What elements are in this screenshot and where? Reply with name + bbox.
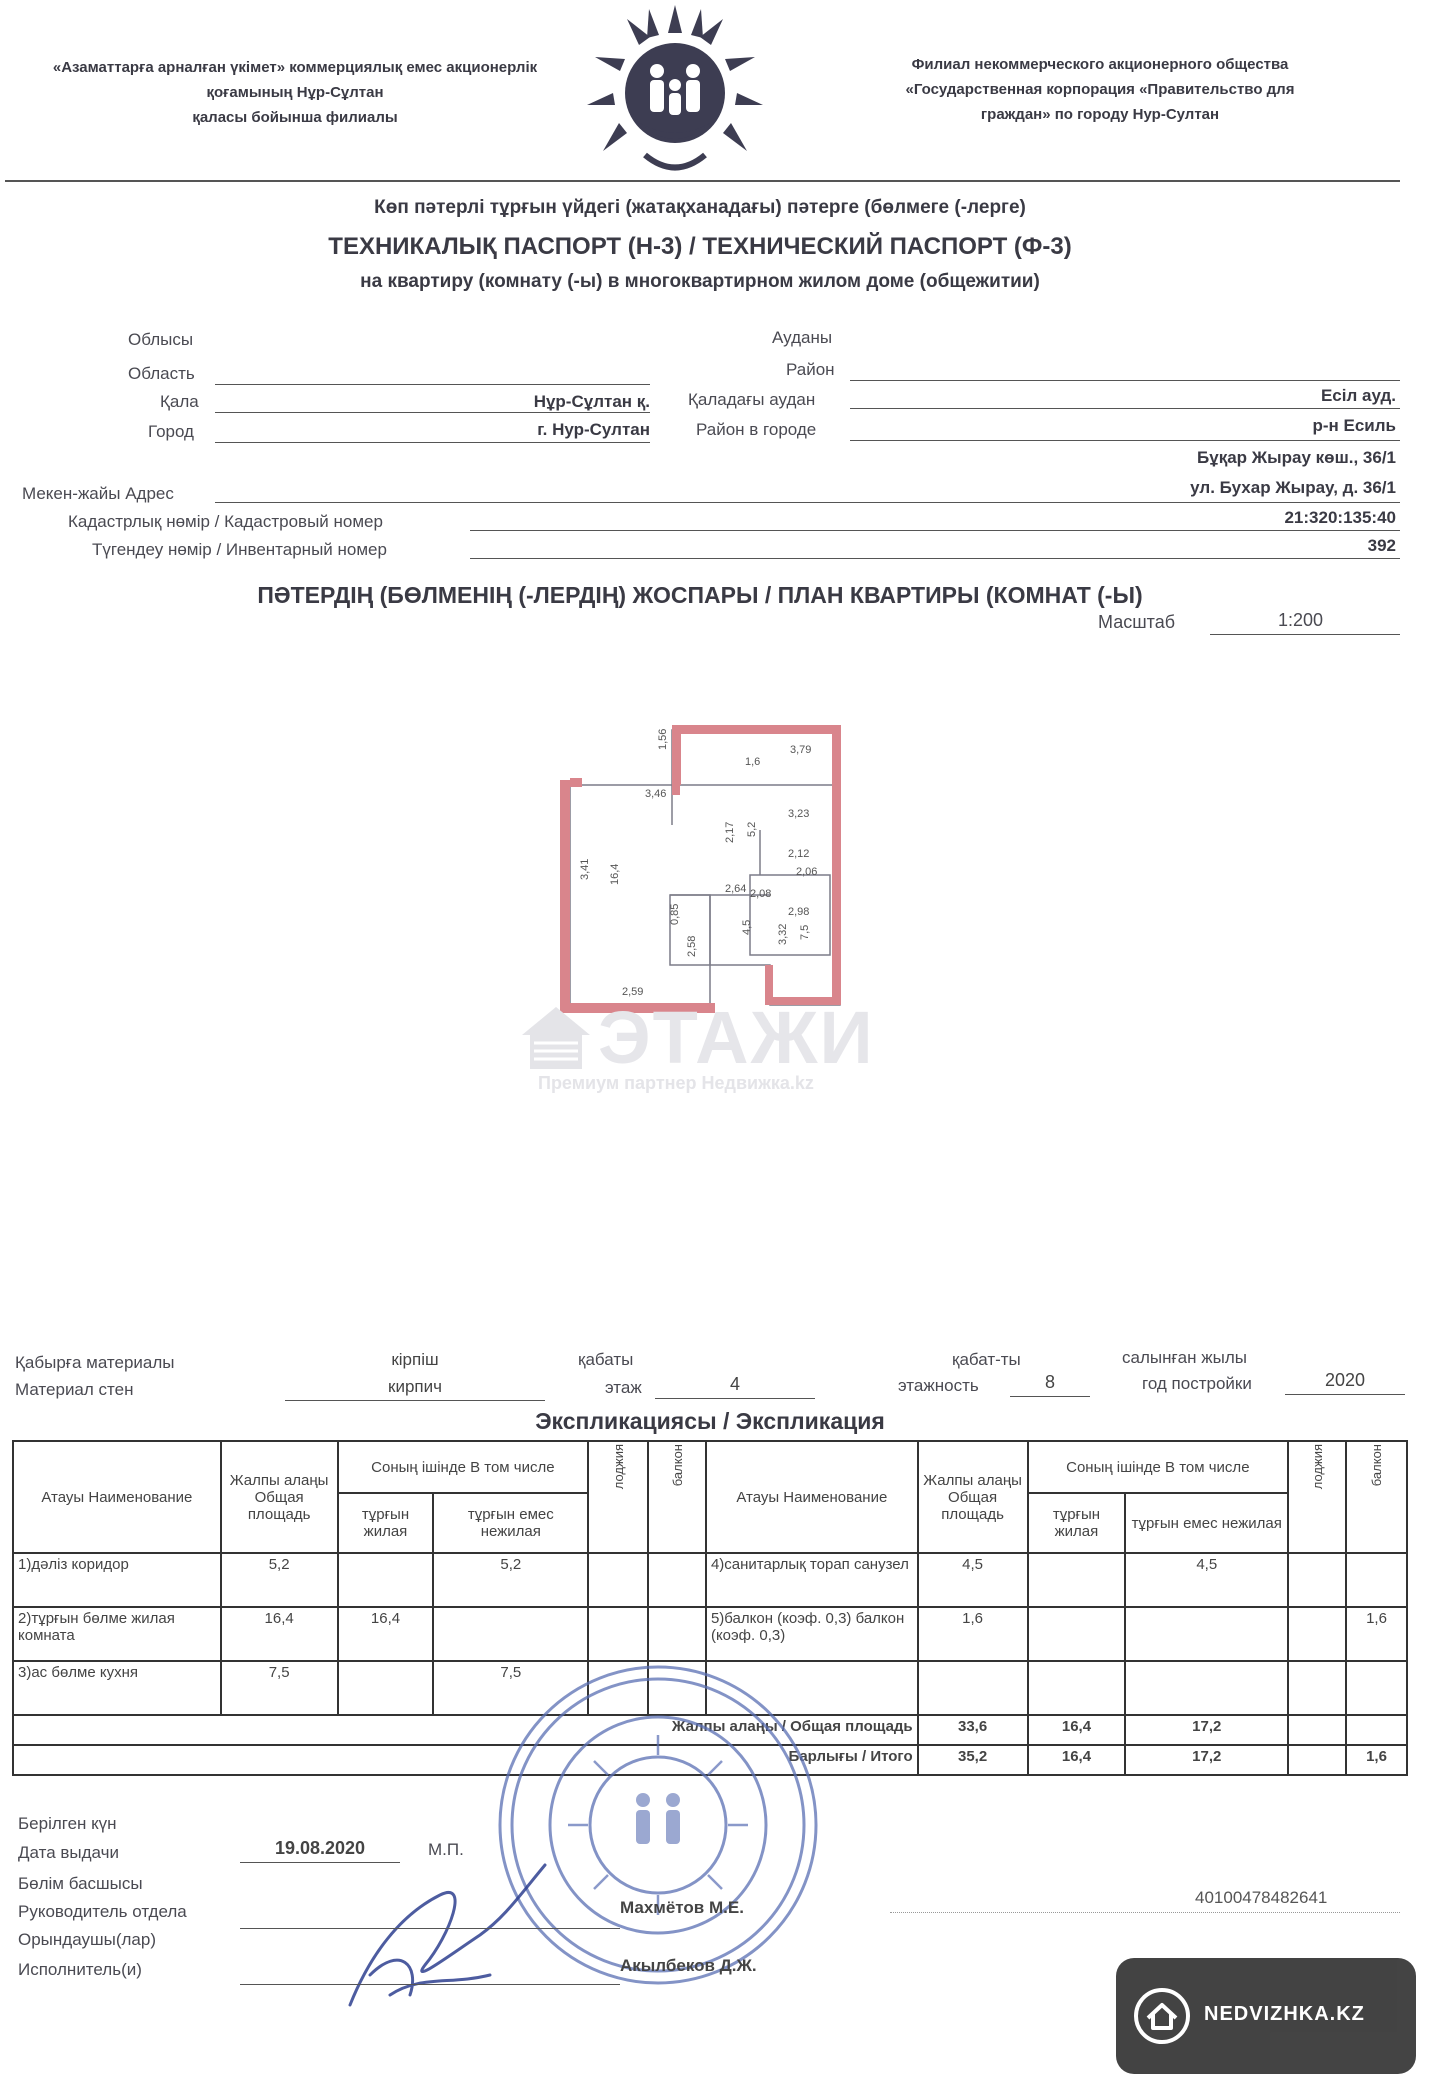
storeys-value: 8 — [1044, 1372, 1055, 1392]
raion-label: Район — [786, 360, 835, 379]
col-total-header: Жалпы алаңы Общая площадь — [221, 1441, 338, 1553]
oblast-label: Область — [128, 364, 195, 383]
sum2-loggia — [1288, 1745, 1346, 1775]
inventory-value: 392 — [1367, 536, 1396, 555]
plan-dimension-label: 3,41 — [579, 858, 591, 880]
row-nonliving — [433, 1607, 588, 1661]
row-nonliving-2 — [1125, 1607, 1288, 1661]
scale-line — [1210, 634, 1400, 635]
watermark-brand: ЭТАЖИ — [598, 996, 875, 1079]
row-living — [338, 1553, 434, 1607]
plan-dimension-label: 2,98 — [788, 906, 810, 918]
floor-value: 4 — [729, 1374, 740, 1394]
district-ru-value: р-н Есиль — [1312, 416, 1396, 435]
row-nonliving-2 — [1125, 1661, 1288, 1715]
nedvizhka-badge — [1116, 1958, 1416, 2074]
row-living-2 — [1028, 1607, 1126, 1661]
wall-label-kz: Қабырға материалы — [15, 1353, 175, 1372]
row-living-2 — [1028, 1661, 1126, 1715]
col-balcony-header-2: балкон — [1346, 1441, 1407, 1553]
explication-title: Экспликациясы / Экспликация — [535, 1408, 885, 1434]
city-district-ru-line — [850, 440, 1400, 441]
row-total: 7,5 — [221, 1661, 338, 1715]
plan-dimension-label: 2,08 — [750, 888, 772, 900]
mp-label: М.П. — [428, 1840, 464, 1859]
plan-dimension-label: 3,23 — [788, 808, 810, 820]
sum1-loggia — [1288, 1715, 1346, 1745]
storeys-label-ru: этажность — [898, 1376, 979, 1395]
gorod-line — [215, 442, 650, 443]
gorod-label: Город — [148, 422, 194, 441]
row-total: 5,2 — [221, 1553, 338, 1607]
table-row — [13, 1607, 1407, 1661]
sum1-nonliving: 17,2 — [1125, 1715, 1288, 1745]
document-id: 40100478482641 — [1195, 1888, 1328, 1907]
row-name-2: 5)балкон (коэф. 0,3) балкон (коэф. 0,3) — [706, 1607, 918, 1661]
year-line — [1285, 1394, 1405, 1395]
row-loggia-2 — [1288, 1607, 1346, 1661]
scale-value: 1:200 — [1278, 610, 1324, 630]
row-total-2: 1,6 — [918, 1607, 1028, 1661]
sum1-label: Жалпы алаңы / Общая площадь — [13, 1715, 918, 1745]
district-kz-value: Есіл ауд. — [1320, 386, 1396, 405]
plan-dimension-label: 2,17 — [724, 821, 736, 843]
col-total-header-2: Жалпы алаңы Общая площадь — [918, 1441, 1028, 1553]
header-right-org: Филиал некоммерческого акционерного общества «Государственная корпорация «Правительство для граждан» по городу Нур-Султан — [905, 56, 1295, 123]
plan-dimension-label: 2,12 — [788, 848, 810, 860]
row-loggia-2 — [1288, 1553, 1346, 1607]
sum1-living: 16,4 — [1028, 1715, 1126, 1745]
address-line — [215, 502, 1400, 503]
row-total-2 — [918, 1661, 1028, 1715]
exec-label-kz: Орындаушы(лар) — [18, 1930, 156, 1949]
inventory-label: Түгендеу нөмір / Инвентарный номер — [92, 540, 387, 559]
exec-name: Акылбеков Д.Ж. — [620, 1956, 757, 1975]
wall-value-kz: кірпіш — [391, 1350, 439, 1369]
plan-dimension-label: 7,5 — [799, 924, 811, 940]
issued-label-ru: Дата выдачи — [18, 1843, 119, 1862]
col-living-header-2: тұрғын жилая — [1028, 1493, 1126, 1553]
plan-dimension-label: 3,32 — [777, 923, 789, 945]
cadastral-line — [470, 530, 1400, 531]
plan-dimension-label: 2,06 — [796, 866, 818, 878]
year-label-kz: салынған жылы — [1122, 1348, 1247, 1367]
head-label-kz: Бөлім басшысы — [18, 1874, 143, 1893]
year-value: 2020 — [1324, 1370, 1366, 1390]
plan-dimension-label: 1,56 — [657, 728, 669, 750]
watermark-subtitle: Премиум партнер Недвижка.kz — [538, 1073, 814, 1093]
floor-label-ru: этаж — [605, 1378, 642, 1397]
row-living-2 — [1028, 1553, 1126, 1607]
audany-label: Ауданы — [772, 328, 833, 347]
floor-line — [655, 1398, 815, 1399]
storeys-line — [1010, 1396, 1090, 1397]
sum2-living: 16,4 — [1028, 1745, 1126, 1775]
col-loggia-header-2: лоджия — [1288, 1441, 1346, 1553]
col-name-header: Атауы Наименование — [13, 1441, 221, 1553]
plan-dimension-label: 1,6 — [745, 756, 761, 768]
row-balcony — [648, 1607, 706, 1661]
city-kz-value: Нұр-Сұлтан қ. — [533, 392, 650, 411]
badge-text: NEDVIZHKA.KZ — [1204, 2003, 1365, 2025]
oblast-line — [215, 384, 650, 385]
sum1-total: 33,6 — [918, 1715, 1028, 1745]
row-nonliving-2: 4,5 — [1125, 1553, 1288, 1607]
title-ru: на квартиру (комнату (-ы) в многоквартирном жилом доме (общежитии) — [360, 271, 1040, 292]
col-incl-header: Соның ішінде В том числе — [338, 1441, 589, 1493]
city-ru-value: г. Нур-Султан — [537, 420, 650, 439]
col-balcony-header: балкон — [648, 1441, 706, 1553]
table-row — [13, 1553, 1407, 1607]
row-total-2: 4,5 — [918, 1553, 1028, 1607]
sum2-label: Барлығы / Итого — [13, 1745, 918, 1775]
issued-line — [240, 1862, 400, 1863]
sum1-balcony — [1346, 1715, 1407, 1745]
row-name: 1)дәліз коридор — [13, 1553, 221, 1607]
col-incl-header-2: Соның ішінде В том числе — [1028, 1441, 1289, 1493]
row-nonliving: 5,2 — [433, 1553, 588, 1607]
etazhi-watermark — [520, 995, 920, 1105]
row-loggia — [588, 1607, 648, 1661]
head-line — [240, 1928, 620, 1929]
plan-dimension-label: 2,58 — [686, 935, 698, 957]
row-balcony-2: 1,6 — [1346, 1607, 1407, 1661]
plan-dimension-label: 5,2 — [746, 821, 758, 837]
row-loggia — [588, 1553, 648, 1607]
cadastral-label: Кадастрлық нөмір / Кадастровый номер — [68, 512, 383, 531]
cadastral-value: 21:320:135:40 — [1284, 508, 1396, 527]
issued-date: 19.08.2020 — [274, 1838, 366, 1858]
kala-line — [215, 412, 650, 413]
col-living-header: тұрғын жилая — [338, 1493, 434, 1553]
sum2-total: 35,2 — [918, 1745, 1028, 1775]
col-name-header-2: Атауы Наименование — [706, 1441, 918, 1553]
col-nonliving-header: тұрғын емес нежилая — [433, 1493, 588, 1553]
raion-line — [850, 380, 1400, 381]
col-nonliving-header-2: тұрғын емес нежилая — [1125, 1493, 1288, 1553]
street-kz-value: Бұқар Жырау көш., 36/1 — [1197, 448, 1396, 467]
plan-dimension-label: 16,4 — [609, 863, 621, 885]
storeys-label-kz: қабат-ты — [952, 1350, 1021, 1369]
head-label-ru: Руководитель отдела — [18, 1902, 187, 1921]
sum2-balcony: 1,6 — [1346, 1745, 1407, 1775]
sun-logo — [585, 5, 765, 180]
row-loggia-2 — [1288, 1661, 1346, 1715]
title-kz: Көп пәтерлі тұрғын үйдегі (жатақханадағы) пәтерге (бөлмеге (-лерге) — [374, 197, 1026, 218]
city-district-line — [850, 408, 1400, 409]
row-balcony — [648, 1553, 706, 1607]
header-left-org: «Азаматтарға арналған үкімет» коммерциялық емес акционерлік қоғамының Нұр-Сұлтан қаласы бойынша филиалы — [52, 59, 538, 126]
kala-label: Қала — [160, 392, 199, 411]
street-ru-value: ул. Бухар Жырау, д. 36/1 — [1190, 478, 1396, 497]
sum2-nonliving: 17,2 — [1125, 1745, 1288, 1775]
plan-dimension-label: 0,85 — [669, 903, 681, 925]
doc-id-line — [890, 1912, 1400, 1913]
city-district-ru-label: Район в городе — [696, 420, 817, 439]
header-divider — [5, 180, 1400, 182]
row-living: 16,4 — [338, 1607, 434, 1661]
row-name-2: 4)санитарлық торап санузел — [706, 1553, 918, 1607]
scale-label: Масштаб — [1098, 612, 1176, 632]
house-icon — [520, 1003, 592, 1073]
col-loggia-header: лоджия — [588, 1441, 648, 1553]
oblys-label: Облысы — [128, 330, 194, 349]
exec-label-ru: Исполнитель(и) — [18, 1960, 142, 1979]
signature — [330, 1855, 560, 2015]
row-total: 16,4 — [221, 1607, 338, 1661]
inventory-line — [470, 558, 1400, 559]
mekenzhai-label: Мекен-жайы Адрес — [22, 484, 174, 503]
title-main: ТЕХНИКАЛЫҚ ПАСПОРТ (Н-3) / ТЕХНИЧЕСКИЙ ПАСПОРТ (Ф-3) — [328, 233, 1072, 260]
floor-plan — [560, 725, 850, 1015]
city-district-kz-label: Қаладағы аудан — [688, 390, 816, 409]
home-icon — [1134, 1988, 1190, 2044]
plan-title: ПӘТЕРДІҢ (БӨЛМЕНІҢ (-ЛЕРДІҢ) ЖОСПАРЫ / ПЛАН КВАРТИРЫ (КОМНАТ (-Ы) — [257, 582, 1143, 608]
row-nonliving: 7,5 — [433, 1661, 588, 1715]
wall-line — [285, 1400, 545, 1401]
wall-value-ru: кирпич — [388, 1377, 442, 1396]
year-label-ru: год постройки — [1142, 1374, 1252, 1393]
plan-dimension-label: 3,79 — [790, 744, 812, 756]
row-balcony-2 — [1346, 1661, 1407, 1715]
plan-dimension-label: 2,64 — [725, 883, 747, 895]
exec-line — [240, 1984, 620, 1985]
floor-label-kz: қабаты — [578, 1350, 634, 1369]
plan-dimension-label: 2,59 — [622, 986, 644, 998]
row-name: 2)тұрғын бөлме жилая комната — [13, 1607, 221, 1661]
head-name: Махмётов М.Е. — [620, 1898, 744, 1917]
row-name: 3)ас бөлме кухня — [13, 1661, 221, 1715]
plan-dimension-label: 4,5 — [741, 919, 753, 935]
row-balcony-2 — [1346, 1553, 1407, 1607]
row-living — [338, 1661, 434, 1715]
plan-dimension-label: 3,46 — [645, 788, 667, 800]
issued-label-kz: Берілген күн — [18, 1814, 117, 1833]
wall-label-ru: Материал стен — [15, 1380, 134, 1399]
